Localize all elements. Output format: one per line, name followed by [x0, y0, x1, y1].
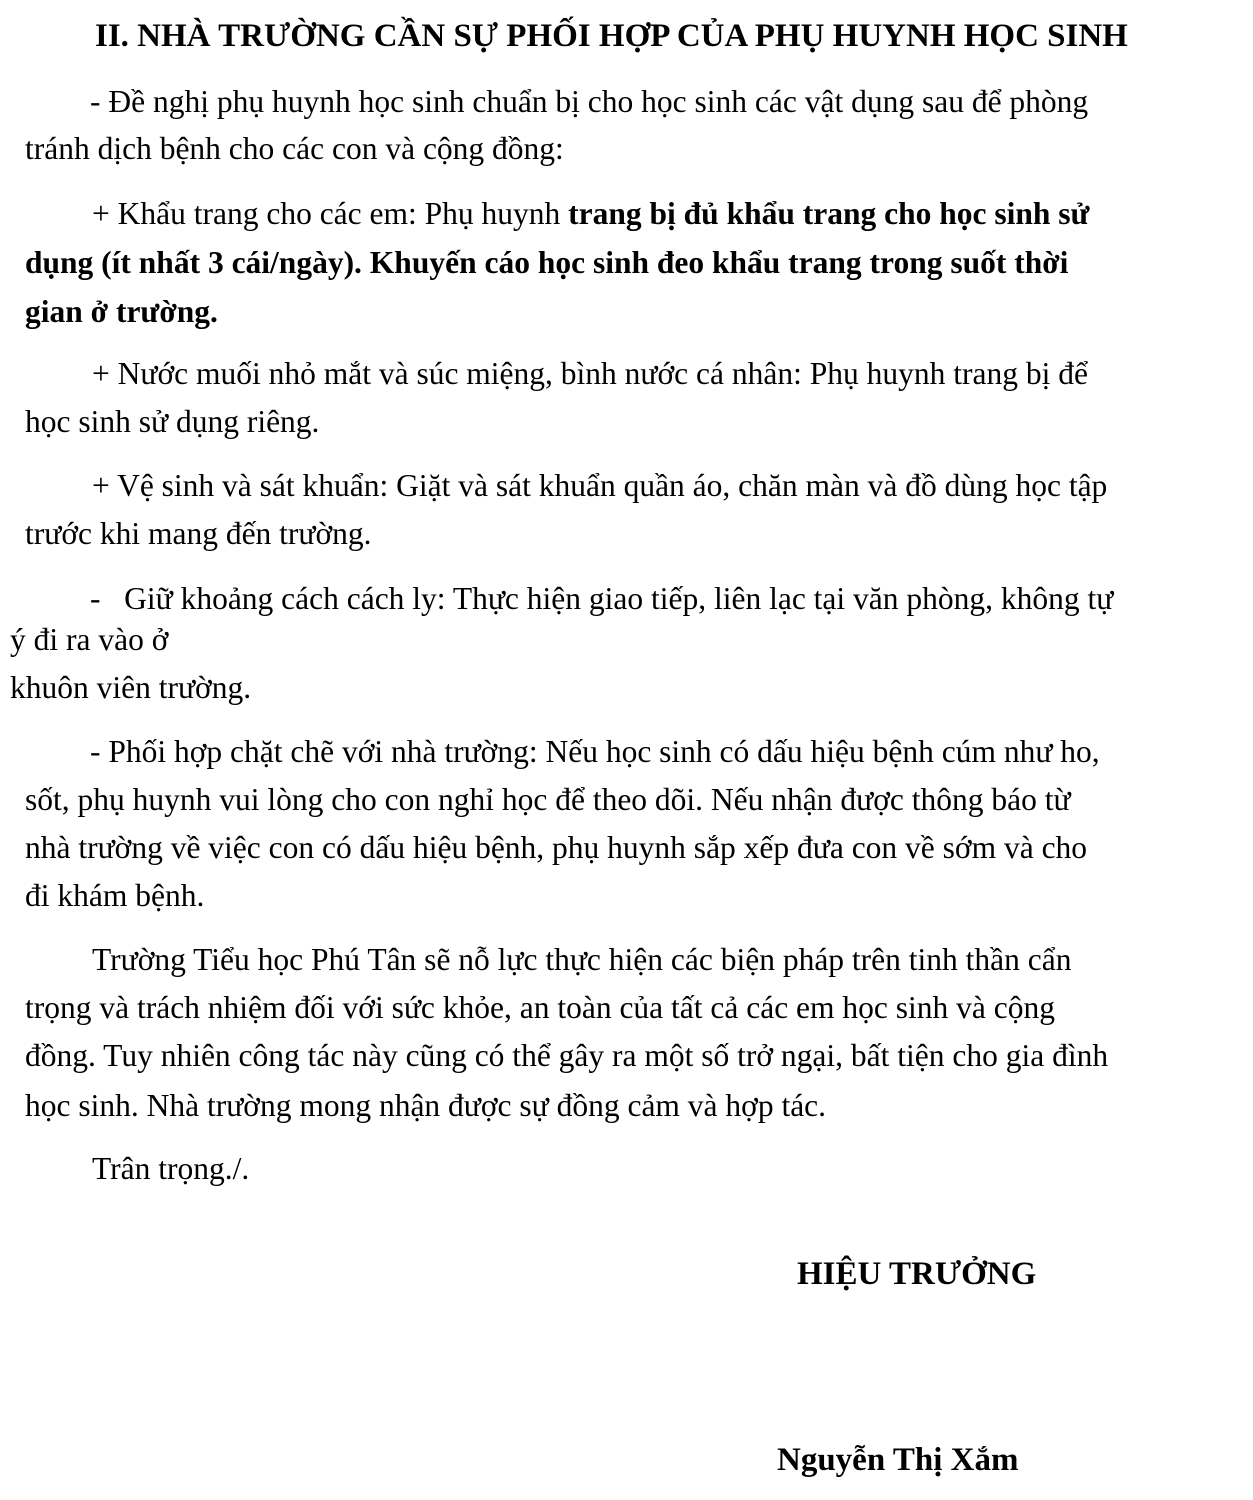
para6-line3: nhà trường về việc con có dấu hiệu bệnh, phụ huynh sắp xếp đưa con về sớm và cho	[25, 830, 1088, 865]
para2-line3	[25, 296, 218, 328]
para5-line2: ý đi ra vào ở	[10, 622, 169, 657]
para2-line2	[25, 247, 1068, 279]
para2-line1	[92, 198, 1089, 230]
para7-line4: học sinh. Nhà trường mong nhận được sự đồng cảm và hợp tác.	[25, 1088, 827, 1123]
para4-line1: + Vệ sinh và sát khuẩn: Giặt và sát khuẩn quần áo, chăn màn và đồ dùng học tập	[92, 468, 1108, 503]
closing-text: Trân trọng./.	[92, 1151, 250, 1186]
para7-line1: Trường Tiểu học Phú Tân sẽ nỗ lực thực hiện các biện pháp trên tinh thần cẩn	[92, 942, 1072, 977]
signature-name: Nguyễn Thị Xắm	[777, 1442, 1019, 1478]
signature-title: HIỆU TRƯỞNG	[797, 1256, 1037, 1292]
para1-line1: - Đề nghị phụ huynh học sinh chuẩn bị cho học sinh các vật dụng sau để phòng	[90, 84, 1089, 119]
para6-line4: đi khám bệnh.	[25, 878, 205, 913]
para5-line3: khuôn viên trường.	[10, 670, 252, 705]
para2-line2-bold: dụng (ít nhất 3 cái/ngày). Khuyến cáo học sinh đeo khẩu trang trong suốt thời	[25, 245, 1069, 280]
para3-line1: + Nước muối nhỏ mắt và súc miệng, bình nước cá nhân: Phụ huynh trang bị để	[92, 356, 1088, 391]
para7-line3: đồng. Tuy nhiên công tác này cũng có thể gây ra một số trở ngại, bất tiện cho gia đình	[25, 1038, 1109, 1073]
para6-line1: - Phối hợp chặt chẽ với nhà trường: Nếu học sinh có dấu hiệu bệnh cúm như ho,	[90, 734, 1100, 769]
para1-line2: tránh dịch bệnh cho các con và cộng đồng:	[25, 131, 564, 166]
para7-line2: trọng và trách nhiệm đối với sức khỏe, an toàn của tất cả các em học sinh và cộng	[25, 990, 1055, 1025]
para2-line3-bold: gian ở trường.	[25, 294, 218, 329]
section-heading: II. NHÀ TRƯỜNG CẦN SỰ PHỐI HỢP CỦA PHỤ HUYNH HỌC SINH	[95, 18, 1128, 54]
para6-line2: sốt, phụ huynh vui lòng cho con nghỉ học để theo dõi. Nếu nhận được thông báo từ	[25, 782, 1071, 817]
para2-line1-plain: + Khẩu trang cho các em: Phụ huynh	[92, 196, 569, 231]
para5-line1: - Giữ khoảng cách cách ly: Thực hiện giao tiếp, liên lạc tại văn phòng, không tự	[90, 581, 1114, 616]
para2-line1-bold: trang bị đủ khẩu trang cho học sinh sử	[568, 196, 1090, 231]
para3-line2: học sinh sử dụng riêng.	[25, 404, 320, 439]
para4-line2: trước khi mang đến trường.	[25, 516, 372, 551]
